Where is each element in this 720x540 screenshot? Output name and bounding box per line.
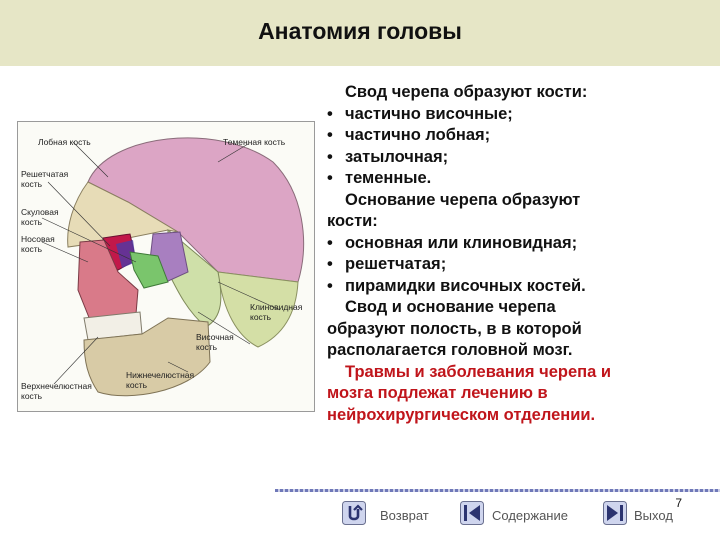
- label-mandible: Нижнечелюстная кость: [126, 370, 195, 390]
- exit-icon[interactable]: [603, 501, 627, 525]
- vault-item: • затылочная;: [327, 147, 712, 169]
- label-sphenoid: Клиновидная кость: [250, 302, 303, 322]
- warning-text: нейрохирургическом отделении.: [327, 405, 596, 424]
- label-nasal: Носовая кость: [21, 234, 55, 254]
- base-item: • основная или клиновидная;: [327, 233, 712, 255]
- cavity-text: образуют полость, в в которой: [327, 319, 582, 338]
- content-text: [327, 82, 712, 426]
- contents-button[interactable]: Содержание: [492, 508, 568, 523]
- vault-heading: Свод черепа образуют кости:: [345, 83, 588, 101]
- footer-divider: [275, 489, 720, 492]
- label-frontal: Лобная кость: [38, 137, 91, 147]
- vault-item: • частично лобная;: [327, 125, 712, 147]
- slide-title: Анатомия головы: [258, 18, 462, 44]
- warning-text: мозга подлежат лечению в: [327, 384, 548, 402]
- vault-item: • теменные.: [327, 168, 712, 190]
- label-parietal: Теменная кость: [223, 137, 286, 147]
- skull-drawing: [18, 122, 315, 412]
- label-zygomatic: Скуловая кость: [21, 207, 59, 227]
- title-bar: [0, 0, 720, 66]
- back-button[interactable]: Возврат: [380, 508, 429, 523]
- base-heading-cont: кости:: [327, 212, 378, 230]
- cavity-text: располагается головной мозг.: [327, 341, 573, 359]
- label-maxilla: Верхнечелюстная кость: [21, 381, 92, 401]
- back-icon[interactable]: [342, 501, 366, 525]
- page-number: 7: [675, 496, 682, 510]
- base-item: • пирамидки височных костей.: [327, 276, 712, 298]
- vault-item: • частично височные;: [327, 104, 712, 126]
- exit-button[interactable]: Выход: [634, 508, 673, 523]
- cavity-text: Свод и основание черепа: [345, 298, 556, 316]
- contents-icon[interactable]: [460, 501, 484, 525]
- label-ethmoid: Решетчатая кость: [21, 169, 69, 189]
- base-item: • решетчатая;: [327, 254, 712, 276]
- label-temporal: Височная кость: [196, 332, 234, 352]
- base-heading: Основание черепа образуют: [345, 190, 581, 209]
- skull-illustration: [17, 121, 315, 412]
- warning-text: Травмы и заболевания черепа и: [345, 362, 612, 381]
